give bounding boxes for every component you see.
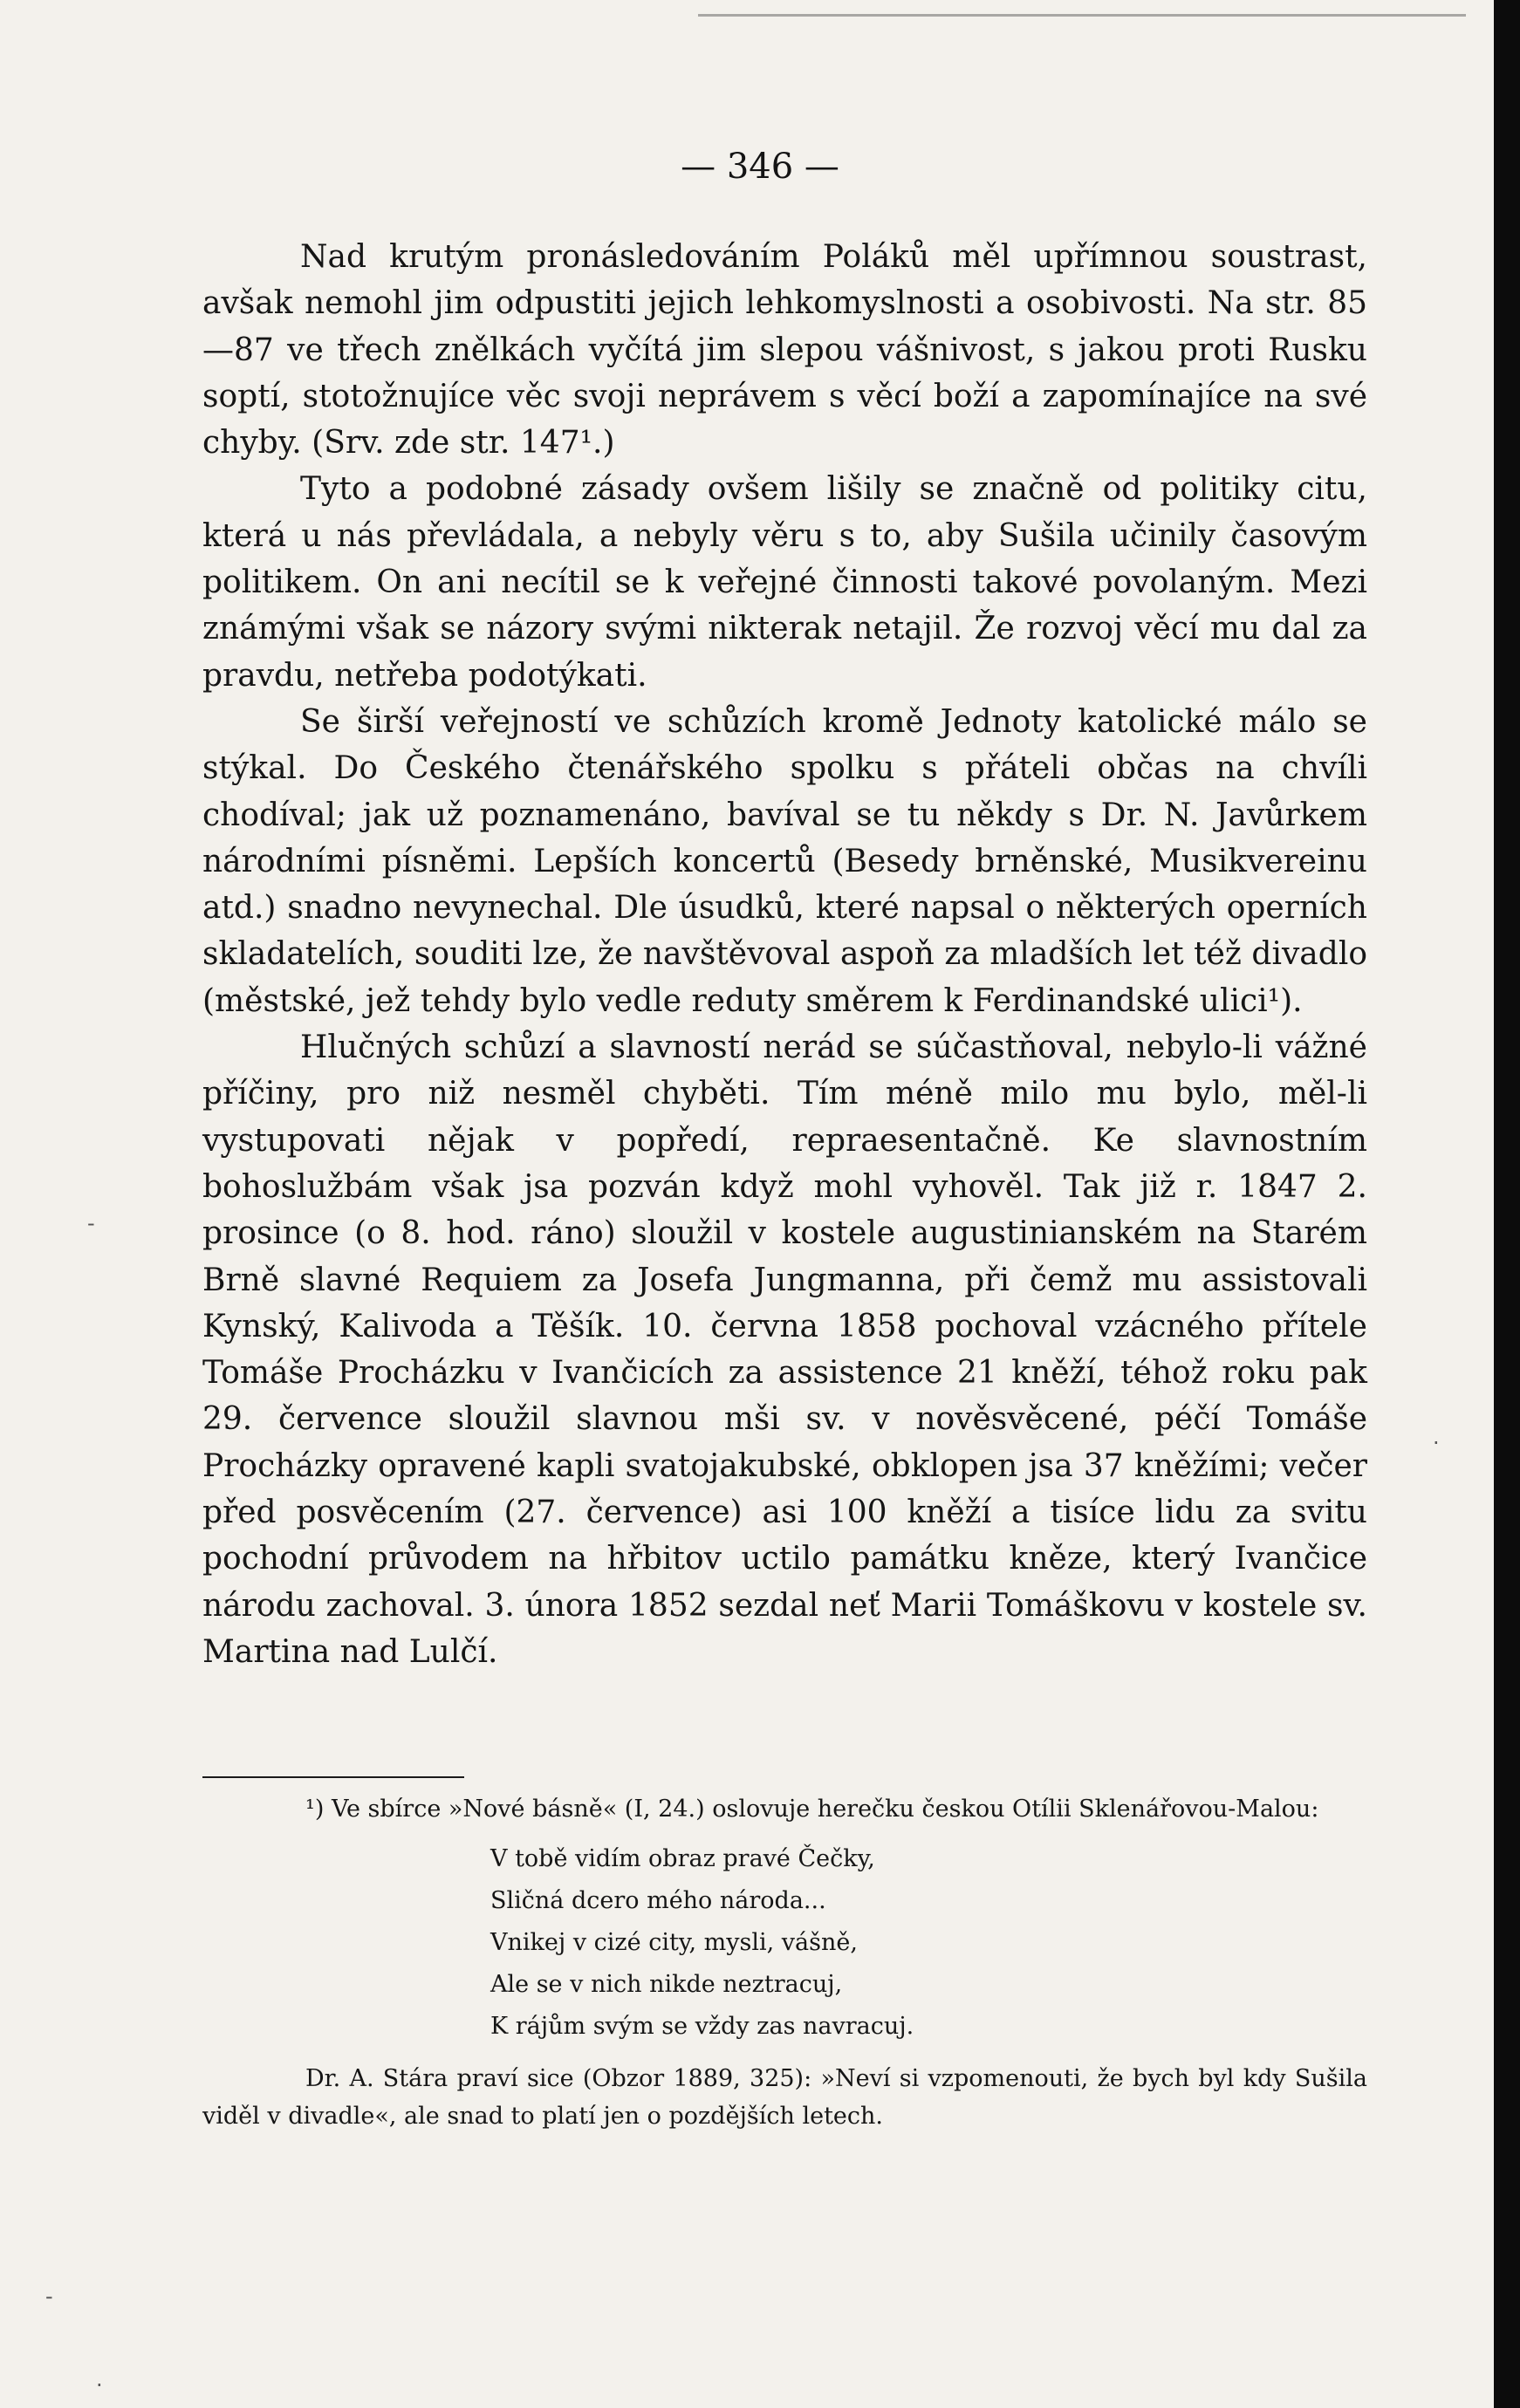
paragraph: Hlučných schůzí a slavností nerád se súčastňoval, nebylo-li vážné příčiny, pro niž nesměl chyběti. Tím méně milo mu bylo, měl-li vystupovati nějak v popředí, repraesentačně. Ke slavnostním bohoslužbám však jsa pozván když mohl vyhověl. Tak již r. 1847 2. prosince (o 8. hod. ráno) sloužil v kostele augustinianském na Starém Brně slavné Requiem za Josefa Jungmanna, při čemž mu assistovali Kynský, Kalivoda a Těšík. 10. června 1858 pochoval vzácného přítele Tomáše Procházku v Ivančicích za assistence 21 kněží, téhož roku pak 29. července sloužil slavnou mši sv. v nověsvěcené, péčí Tomáše Procházky opravené kapli svatojakubské, obklopen jsa 37 kněžími; večer před posvěcením (27. července) asi 100 kněží a tisíce lidu za svitu pochodní průvodem na hřbitov uctilo památku kněze, který Ivančice národu zachoval. 3. února 1852 sezdal neť Marii Tomáškovu v kostele sv. Martina nad Lulčí. [202, 1030, 1367, 1670]
page-number: — 346 — [681, 147, 839, 187]
footnote-intro: ¹) Ve sbírce »Nové básně« (I, 24.) oslovuje herečku českou Otílii Sklenářovou-Malou: [305, 1796, 1319, 1823]
footnote-poem [490, 1838, 1367, 2048]
paragraph: Se širší veřejností ve schůzích kromě Jednoty katolické málo se stýkal. Do Českého čtenářského spolku s přáteli občas na chvíli chodíval; jak už poznamenáno, bavíval se tu někdy s Dr. N. Javůrkem národními písněmi. Lepších koncertů (Besedy brněnské, Musikvereinu atd.) snadno nevynechal. Dle úsudků, které napsal o některých operních skladatelích, souditi lze, že navštěvoval aspoň za mladších let též divadlo (městské, jež tehdy bylo vedle reduty směrem k Ferdinandské ulici¹). [202, 703, 1367, 1019]
scan-speck: · [96, 2373, 103, 2398]
top-scan-rule [698, 14, 1466, 17]
scan-speck: · [1433, 1431, 1440, 1455]
poem-line: Sličná dcero mého národa... [490, 1887, 826, 1914]
poem-line: K rájům svým se vždy zas navracuj. [490, 2013, 914, 2040]
scan-speck: - [45, 2284, 53, 2309]
paragraph: Nad krutým pronásledováním Poláků měl upřímnou soustrast, avšak nemohl jim odpustiti jejich lehkomyslnosti a osobivosti. Na str. 85—87 ve třech znělkách vyčítá jim slepou vášnivost, s jakou proti Rusku soptí, stotožnujíce věc svoji neprávem s věcí boží a zapomínajíce na své chyby. (Srv. zde str. 147¹.) [202, 239, 1367, 462]
footnotes [202, 1790, 1367, 2135]
main-text [202, 234, 1367, 1675]
paragraph: Tyto a podobné zásady ovšem lišily se značně od politiky citu, která u nás převládala, a nebyly věru s to, aby Sušila učinily časovým politikem. On ani necítil se k veřejné činnosti takové povolaným. Mezi známými však se názory svými nikterak netajil. Že rozvoj věcí mu dal za pravdu, netřeba podotýkati. [202, 471, 1367, 694]
poem-line: Vnikej v cizé city, mysli, vášně, [490, 1929, 858, 1956]
scan-speck: - [87, 1211, 95, 1235]
scan-border [1494, 0, 1520, 2408]
poem-line: Ale se v nich nikde neztracuj, [490, 1971, 843, 1998]
poem-line: V tobě vidím obraz pravé Čečky, [490, 1845, 875, 1872]
footnote-closing: Dr. A. Stára praví sice (Obzor 1889, 325): »Neví si vzpomenouti, že bych byl kdy Sušila viděl v divadle«, ale snad to platí jen o pozdějších letech. [202, 2065, 1367, 2130]
footnote-separator [202, 1776, 464, 1778]
